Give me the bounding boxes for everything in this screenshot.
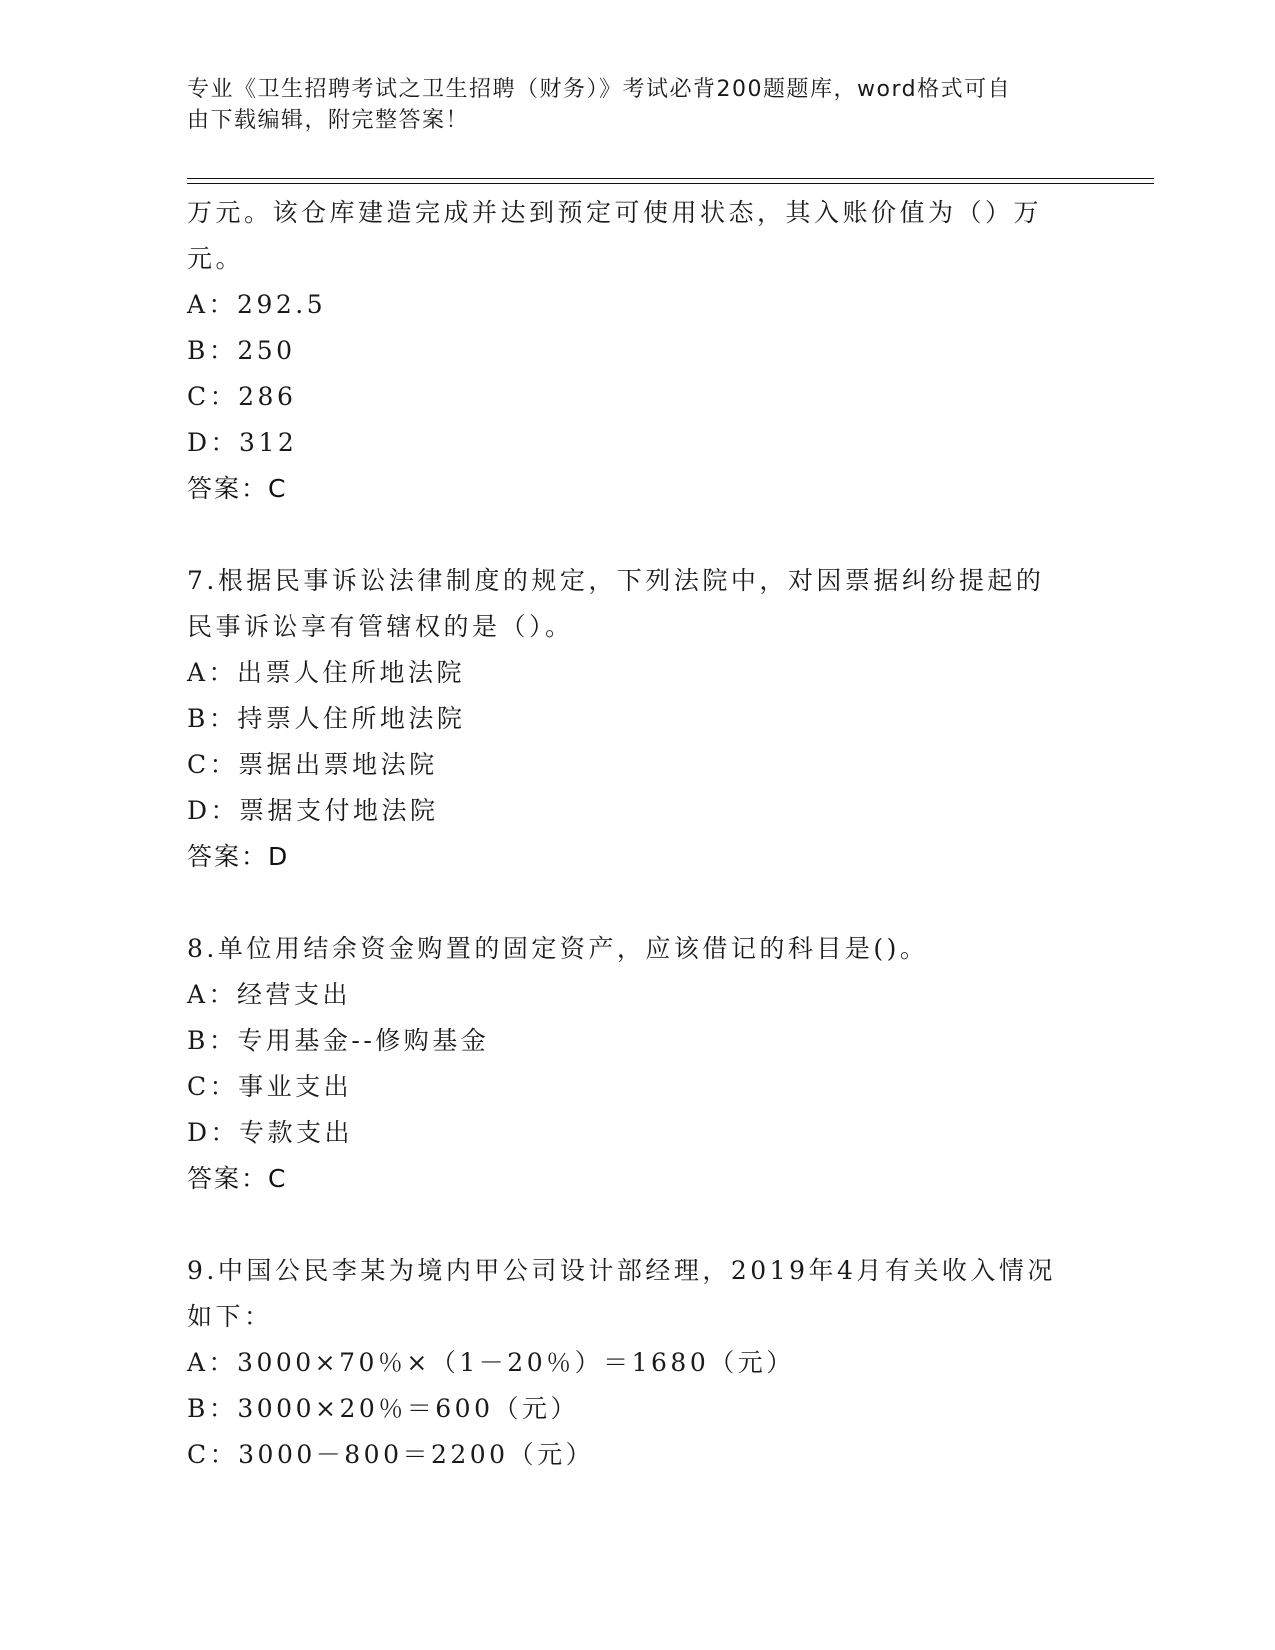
option-b: B：3000×20％＝600（元）: [187, 1394, 579, 1423]
spacer: [187, 512, 1087, 558]
question-9: [187, 1248, 1087, 1478]
document-header: [187, 74, 1067, 136]
option-a: A：经营支出: [187, 980, 352, 1009]
question-stem-line: 8.单位用结余资金购置的固定资产，应该借记的科目是()。: [187, 934, 929, 963]
question-stem-line: 万元。该仓库建造完成并达到预定可使用状态，其入账价值为（）万: [187, 198, 1043, 227]
option-c: C：事业支出: [187, 1072, 353, 1101]
question-7: [187, 558, 1087, 880]
option-c: C：票据出票地法院: [187, 750, 438, 779]
header-divider-top: [187, 178, 1154, 179]
answer-line: 答案：D: [187, 842, 290, 871]
option-c: C：3000－800＝2200（元）: [187, 1440, 595, 1469]
option-b: B：专用基金--修购基金: [187, 1026, 490, 1055]
option-c: C：286: [187, 382, 297, 411]
option-d: D：票据支付地法院: [187, 796, 439, 825]
question-stem-line: 9.中国公民李某为境内甲公司设计部经理，2019年4月有关收入情况: [187, 1256, 1056, 1285]
answer-line: 答案：C: [187, 1164, 288, 1193]
header-line-2: 由下载编辑，附完整答案！: [187, 108, 470, 133]
option-b: B：持票人住所地法院: [187, 704, 466, 733]
header-line-1: 专业《卫生招聘考试之卫生招聘（财务）》考试必背200题题库，word格式可自: [187, 77, 1012, 102]
question-8: [187, 926, 1087, 1202]
option-a: A：292.5: [187, 290, 327, 319]
document-body: [187, 190, 1087, 1478]
question-stem-line: 元。: [187, 244, 245, 273]
spacer: [187, 880, 1087, 926]
question-6: [187, 190, 1087, 512]
option-d: D：专款支出: [187, 1118, 354, 1147]
question-stem-line: 如下：: [187, 1302, 273, 1331]
option-a: A：3000×70％×（1－20％）＝1680（元）: [187, 1348, 795, 1377]
header-divider-bottom: [187, 183, 1154, 184]
option-d: D：312: [187, 428, 298, 457]
option-b: B：250: [187, 336, 296, 365]
option-a: A：出票人住所地法院: [187, 658, 466, 687]
question-stem-line: 民事诉讼享有管辖权的是（）。: [187, 612, 574, 641]
spacer: [187, 1202, 1087, 1248]
answer-line: 答案：C: [187, 474, 288, 503]
question-stem-line: 7.根据民事诉讼法律制度的规定，下列法院中，对因票据纠纷提起的: [187, 566, 1045, 595]
